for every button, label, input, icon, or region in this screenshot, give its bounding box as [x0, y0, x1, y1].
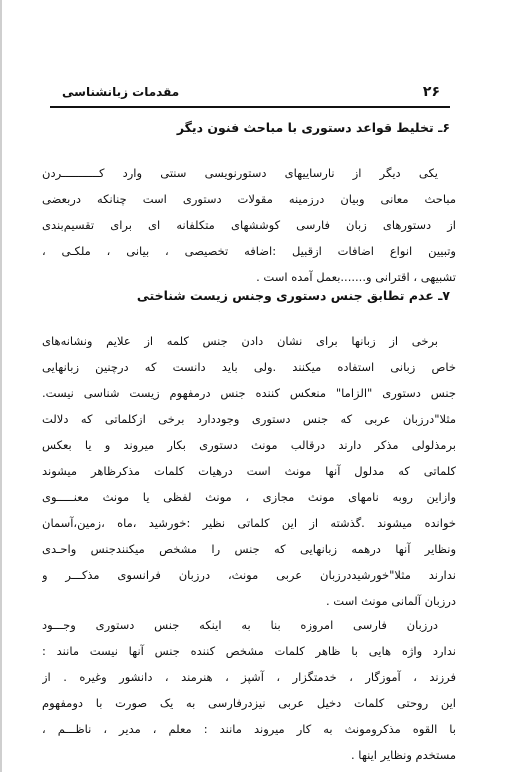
- paragraph-line: تشبیهی ، اقترانی و.......بعمل آمده است .: [256, 270, 456, 284]
- paragraph-line: جنس دستوری "الزاما" منعکس کننده جنس درمفهوم زیست شناسی نیست.: [42, 386, 456, 400]
- paragraph-line: از دستورهای زبان فارسی کوششهای متکلفانه ای برای تقسیم‌بندی: [42, 218, 456, 232]
- paragraph-line: مباحث معانی وبیان درزمینه مقولات دستوری است چنانکه دربعضی: [42, 192, 456, 206]
- paragraph-line: برمذلولی مذکر دارند درقالب مونث دستوری بکار میروند و یا بعکس: [42, 438, 456, 452]
- section-7-heading: ۷ـ عدم تطابق جنس دستوری وجنس زیست شناختی: [136, 288, 450, 303]
- paragraph-line: درزبان آلمانی مونث است .: [325, 594, 456, 608]
- paragraph-line: وتبیین انواع اضافات ازقبیل :اضافه تخصیصی ، بیانی ، ملکـی ،: [42, 244, 456, 258]
- paragraph-line: این روحتی کلمات دخیل عربی نیزدرفارسی به یک صورت با دومفهوم: [42, 696, 456, 710]
- paragraph-line: مثلا"درزبان عربی که جنس دستوری وجوددارد برخی ازکلماتی که دلالت: [42, 412, 456, 426]
- paragraph-line: وازاین روبه نامهای مونث مجازی ، مونث لفظی یا مونث معنـــــوی: [42, 490, 456, 504]
- section-7-paragraph-2: [42, 612, 456, 768]
- section-7-paragraph-1: [42, 328, 456, 614]
- paragraph-line: درزبان فارسی امروزه بنا به اینکه جنس دستوری وجـــود: [42, 618, 438, 632]
- paragraph-line: فرزند ، آموزگار ، خدمتگزار ، آشپز ، هنرمند ، دانشور وغیره . از: [42, 670, 456, 684]
- page-number: ۲۶: [422, 84, 440, 100]
- paragraph-line: خاص زبانی استفاده میکنند .ولی باید دانست که درچنین زبانهایی: [42, 360, 456, 374]
- section-6-paragraph: [42, 160, 456, 290]
- running-title: مقدمات زبانشناسی: [62, 85, 180, 99]
- paragraph-line: خوانده میشوند .گذشته از این کلماتی نظیر :خورشید ،ماه ،زمین،آسمان: [42, 516, 456, 530]
- section-6-heading: ۶ـ تخلیط قواعد دستوری با مباحث فنون دیگر: [176, 120, 450, 135]
- page-header: [50, 84, 450, 104]
- paragraph-line: ندارند مثلا"خورشیددرزبان عربی مونث، درزبان فرانسوی مذکـــر و: [42, 568, 456, 582]
- paragraph-line: ندارد واژه هایی با ظاهر کلمات مشخص کننده جنس آنها نیست مانند :: [42, 644, 456, 658]
- paragraph-line: با القوه مذکرومونث به کار میروند مانند : معلم ، مدیر ، ناظـــم ،: [42, 722, 456, 736]
- paragraph-line: مستخدم ونظایر اینها .: [351, 748, 456, 762]
- paragraph-line: ونظایر آنها درهمه زبانهایی که جنس را مشخص میکنندجنس واحـدی: [42, 542, 456, 556]
- paragraph-line: برخی از زبانها برای نشان دادن جنس کلمه از علایم ونشانه‌های: [42, 334, 438, 348]
- header-rule: [50, 106, 450, 108]
- paragraph-line: یکی دیگر از نارساییهای دستورنویسی سنتی وارد کـــــــــــردن: [42, 166, 438, 180]
- paragraph-line: کلماتی که مدلول آنها مونث است درهیات کلمات مذکرظاهر میشوند: [42, 464, 456, 478]
